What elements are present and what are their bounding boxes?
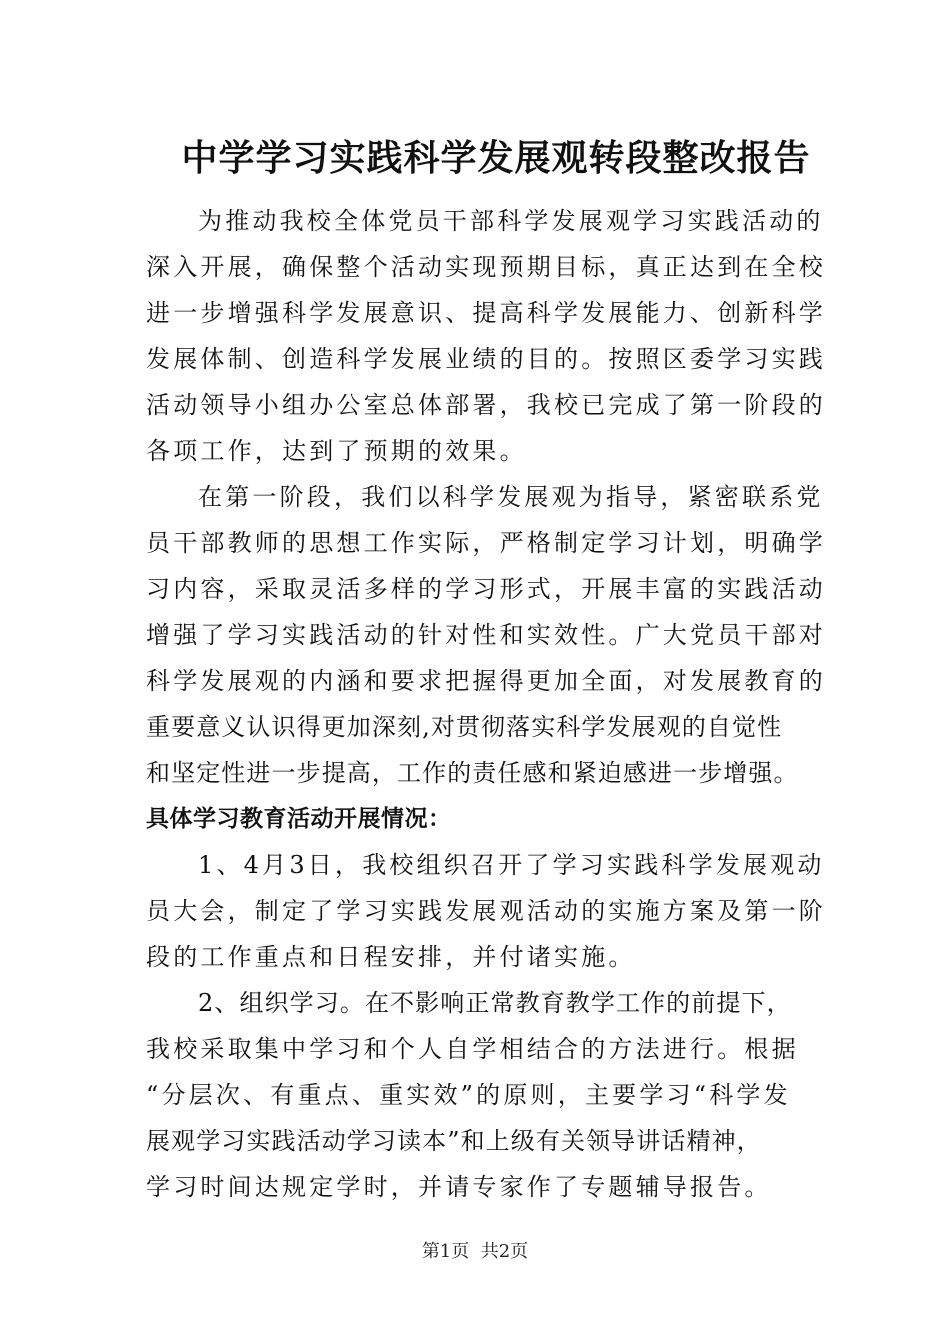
section-heading: 具体学习教育活动开展情况：	[146, 805, 452, 832]
paragraph-line: 展观学习实践活动学习读本”和上级有关领导讲话精神，	[146, 1127, 762, 1155]
paragraph-line: 科学发展观的内涵和要求把握得更加全面，对发展教育的	[146, 667, 826, 695]
paragraph-line: 在第一阶段，我们以科学发展观为指导，紧密联系党	[198, 483, 824, 511]
page-number-label: 第1页 共2页	[421, 1241, 529, 1262]
paragraph-line: 活动领导小组办公室总体部署，我校已完成了第一阶段的	[146, 391, 826, 419]
paragraph-line: 发展体制、创造科学发展业绩的目的。按照区委学习实践	[146, 345, 826, 373]
paragraph-line: 为推动我校全体党员干部科学发展观学习实践活动的	[198, 207, 824, 235]
document-title: 中学学习实践科学发展观转段整改报告	[181, 137, 811, 179]
paragraph-line: 增强了学习实践活动的针对性和实效性。广大党员干部对	[146, 621, 826, 649]
paragraph-line: 段的工作重点和日程安排，并付诸实施。	[146, 943, 636, 971]
paragraph-line: 重要意义认识得更加深刻,对贯彻落实科学发展观的自觉性	[146, 713, 783, 741]
paragraph-line: 1、4月3日，我校组织召开了学习实践科学发展观动	[198, 851, 825, 879]
paragraph-line: 2、组织学习。在不影响正常教育教学工作的前提下，	[198, 989, 792, 1017]
paragraph-line: 学习时间达规定学时，并请专家作了专题辅导报告。	[146, 1173, 772, 1201]
paragraph-line: 员干部教师的思想工作实际，严格制定学习计划，明确学	[146, 529, 826, 557]
paragraph-line: 习内容，采取灵活多样的学习形式，开展丰富的实践活动	[146, 575, 826, 603]
paragraph-line: “分层次、有重点、重实效”的原则，主要学习“科学发	[146, 1081, 791, 1109]
paragraph-line: 和坚定性进一步提高，工作的责任感和紧迫感进一步增强。	[146, 759, 799, 787]
page-footer	[0, 1238, 950, 1266]
paragraph-line: 各项工作，达到了预期的效果。	[146, 437, 527, 465]
paragraph-line: 进一步增强科学发展意识、提高科学发展能力、创新科学	[146, 299, 826, 327]
paragraph-line: 深入开展，确保整个活动实现预期目标，真正达到在全校	[146, 253, 826, 281]
document-body	[146, 198, 826, 1210]
paragraph-line: 员大会，制定了学习实践发展观活动的实施方案及第一阶	[146, 897, 826, 925]
paragraph-line: 我校采取集中学习和个人自学相结合的方法进行。根据	[146, 1035, 799, 1063]
